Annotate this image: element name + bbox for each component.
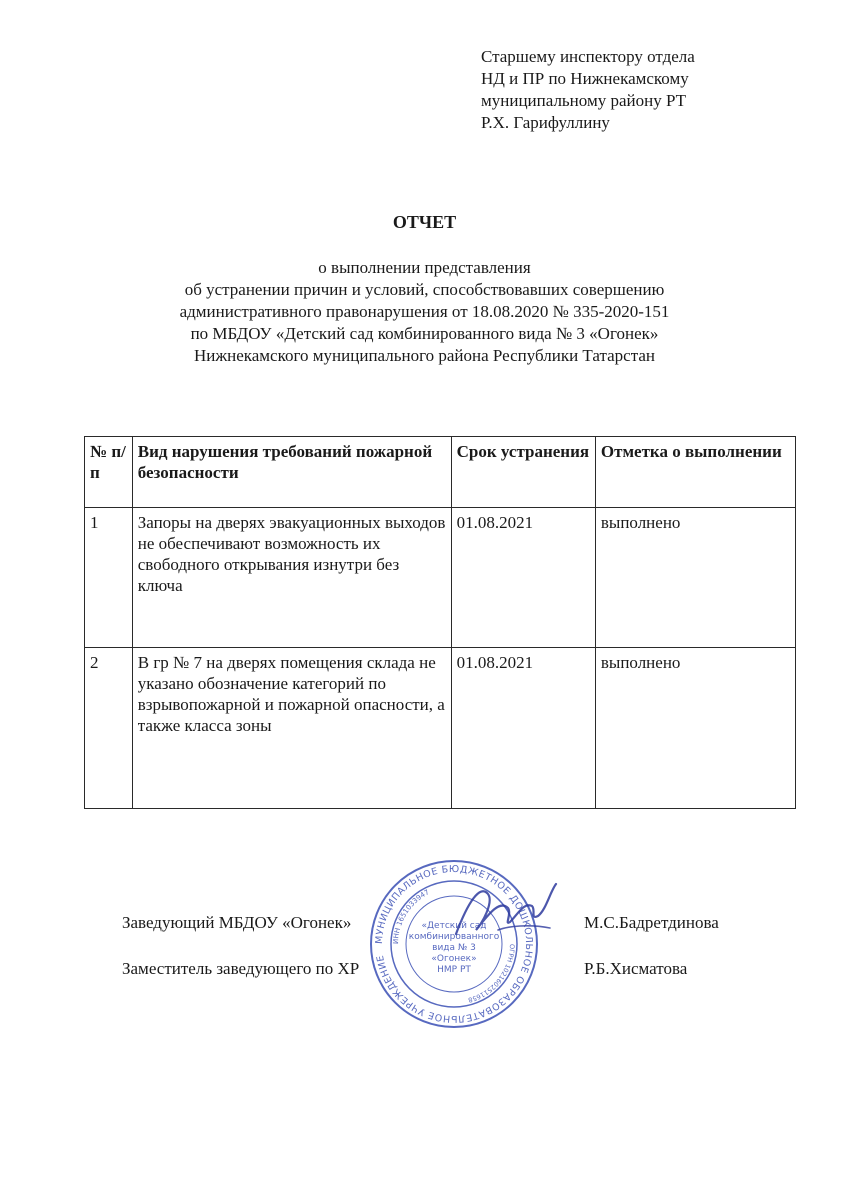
header-status: Отметка о выполнении bbox=[595, 437, 795, 508]
subtitle-line: об устранении причин и условий, способствовавших совершению bbox=[184, 280, 665, 299]
document-title: ОТЧЕТ bbox=[392, 212, 457, 232]
header-deadline: Срок устранения bbox=[451, 437, 595, 508]
svg-text:НМР РТ: НМР РТ bbox=[437, 965, 471, 975]
addressee-line: НД и ПР по Нижнекамскому bbox=[481, 69, 689, 88]
svg-text:«Огонек»: «Огонек» bbox=[431, 954, 477, 964]
addressee-line: Р.Х. Гарифуллину bbox=[481, 113, 610, 132]
addressee-line: Старшему инспектору отдела bbox=[481, 47, 695, 66]
subtitle-line: по МБДОУ «Детский сад комбинированного вида № 3 «Огонек» bbox=[190, 324, 659, 343]
svg-text:вида № 3: вида № 3 bbox=[432, 943, 476, 953]
svg-text:МУНИЦИПАЛЬНОЕ БЮДЖЕТНОЕ ДОШКОЛ: МУНИЦИПАЛЬНОЕ БЮДЖЕТНОЕ ДОШКОЛЬНОЕ ОБРАЗОВАТЕЛЬНОЕ УЧРЕЖДЕНИЕ bbox=[373, 863, 535, 1025]
handwritten-signature bbox=[438, 872, 568, 952]
row-violation: Запоры на дверях эвакуационных выходов не обеспечивают возможность их свободного открывания изнутри без ключа bbox=[132, 508, 451, 648]
subtitle-line: о выполнении представления bbox=[318, 258, 531, 277]
violations-table bbox=[84, 436, 796, 809]
svg-text:«Детский сад: «Детский сад bbox=[421, 921, 487, 931]
row-deadline: 01.08.2021 bbox=[451, 648, 595, 809]
signer-name: М.С.Бадретдинова bbox=[584, 913, 719, 932]
row-number: 1 bbox=[85, 508, 133, 648]
header-number: № п/п bbox=[85, 437, 133, 508]
row-number: 2 bbox=[85, 648, 133, 809]
table-header-row bbox=[85, 437, 796, 508]
svg-text:ОГРН 1021602511658: ОГРН 1021602511658 bbox=[467, 943, 517, 1005]
addressee-line: муниципальному району РТ bbox=[481, 91, 686, 110]
signer-position: Заместитель заведующего по ХР bbox=[122, 959, 360, 978]
subtitle-line: Нижнекамского муниципального района Республики Татарстан bbox=[193, 346, 656, 365]
signer-position: Заведующий МБДОУ «Огонек» bbox=[122, 913, 352, 932]
subtitle-line: административного правонарушения от 18.08.2020 № 335-2020-151 bbox=[179, 302, 670, 321]
addressee-block bbox=[481, 46, 695, 134]
document-subtitle bbox=[0, 257, 849, 367]
row-deadline: 01.08.2021 bbox=[451, 508, 595, 648]
table-row bbox=[85, 648, 796, 809]
table-row bbox=[85, 508, 796, 648]
row-violation: В гр № 7 на дверях помещения склада не указано обозначение категорий по взрывопожарной и пожарной опасности, а также класса зоны bbox=[132, 648, 451, 809]
row-status: выполнено bbox=[595, 648, 795, 809]
svg-text:ИНН 1651033947: ИНН 1651033947 bbox=[391, 888, 431, 945]
svg-text:комбинированного: комбинированного bbox=[408, 932, 500, 942]
signer-name: Р.Б.Хисматова bbox=[584, 959, 688, 978]
row-status: выполнено bbox=[595, 508, 795, 648]
header-violation: Вид нарушения требований пожарной безопасности bbox=[132, 437, 451, 508]
